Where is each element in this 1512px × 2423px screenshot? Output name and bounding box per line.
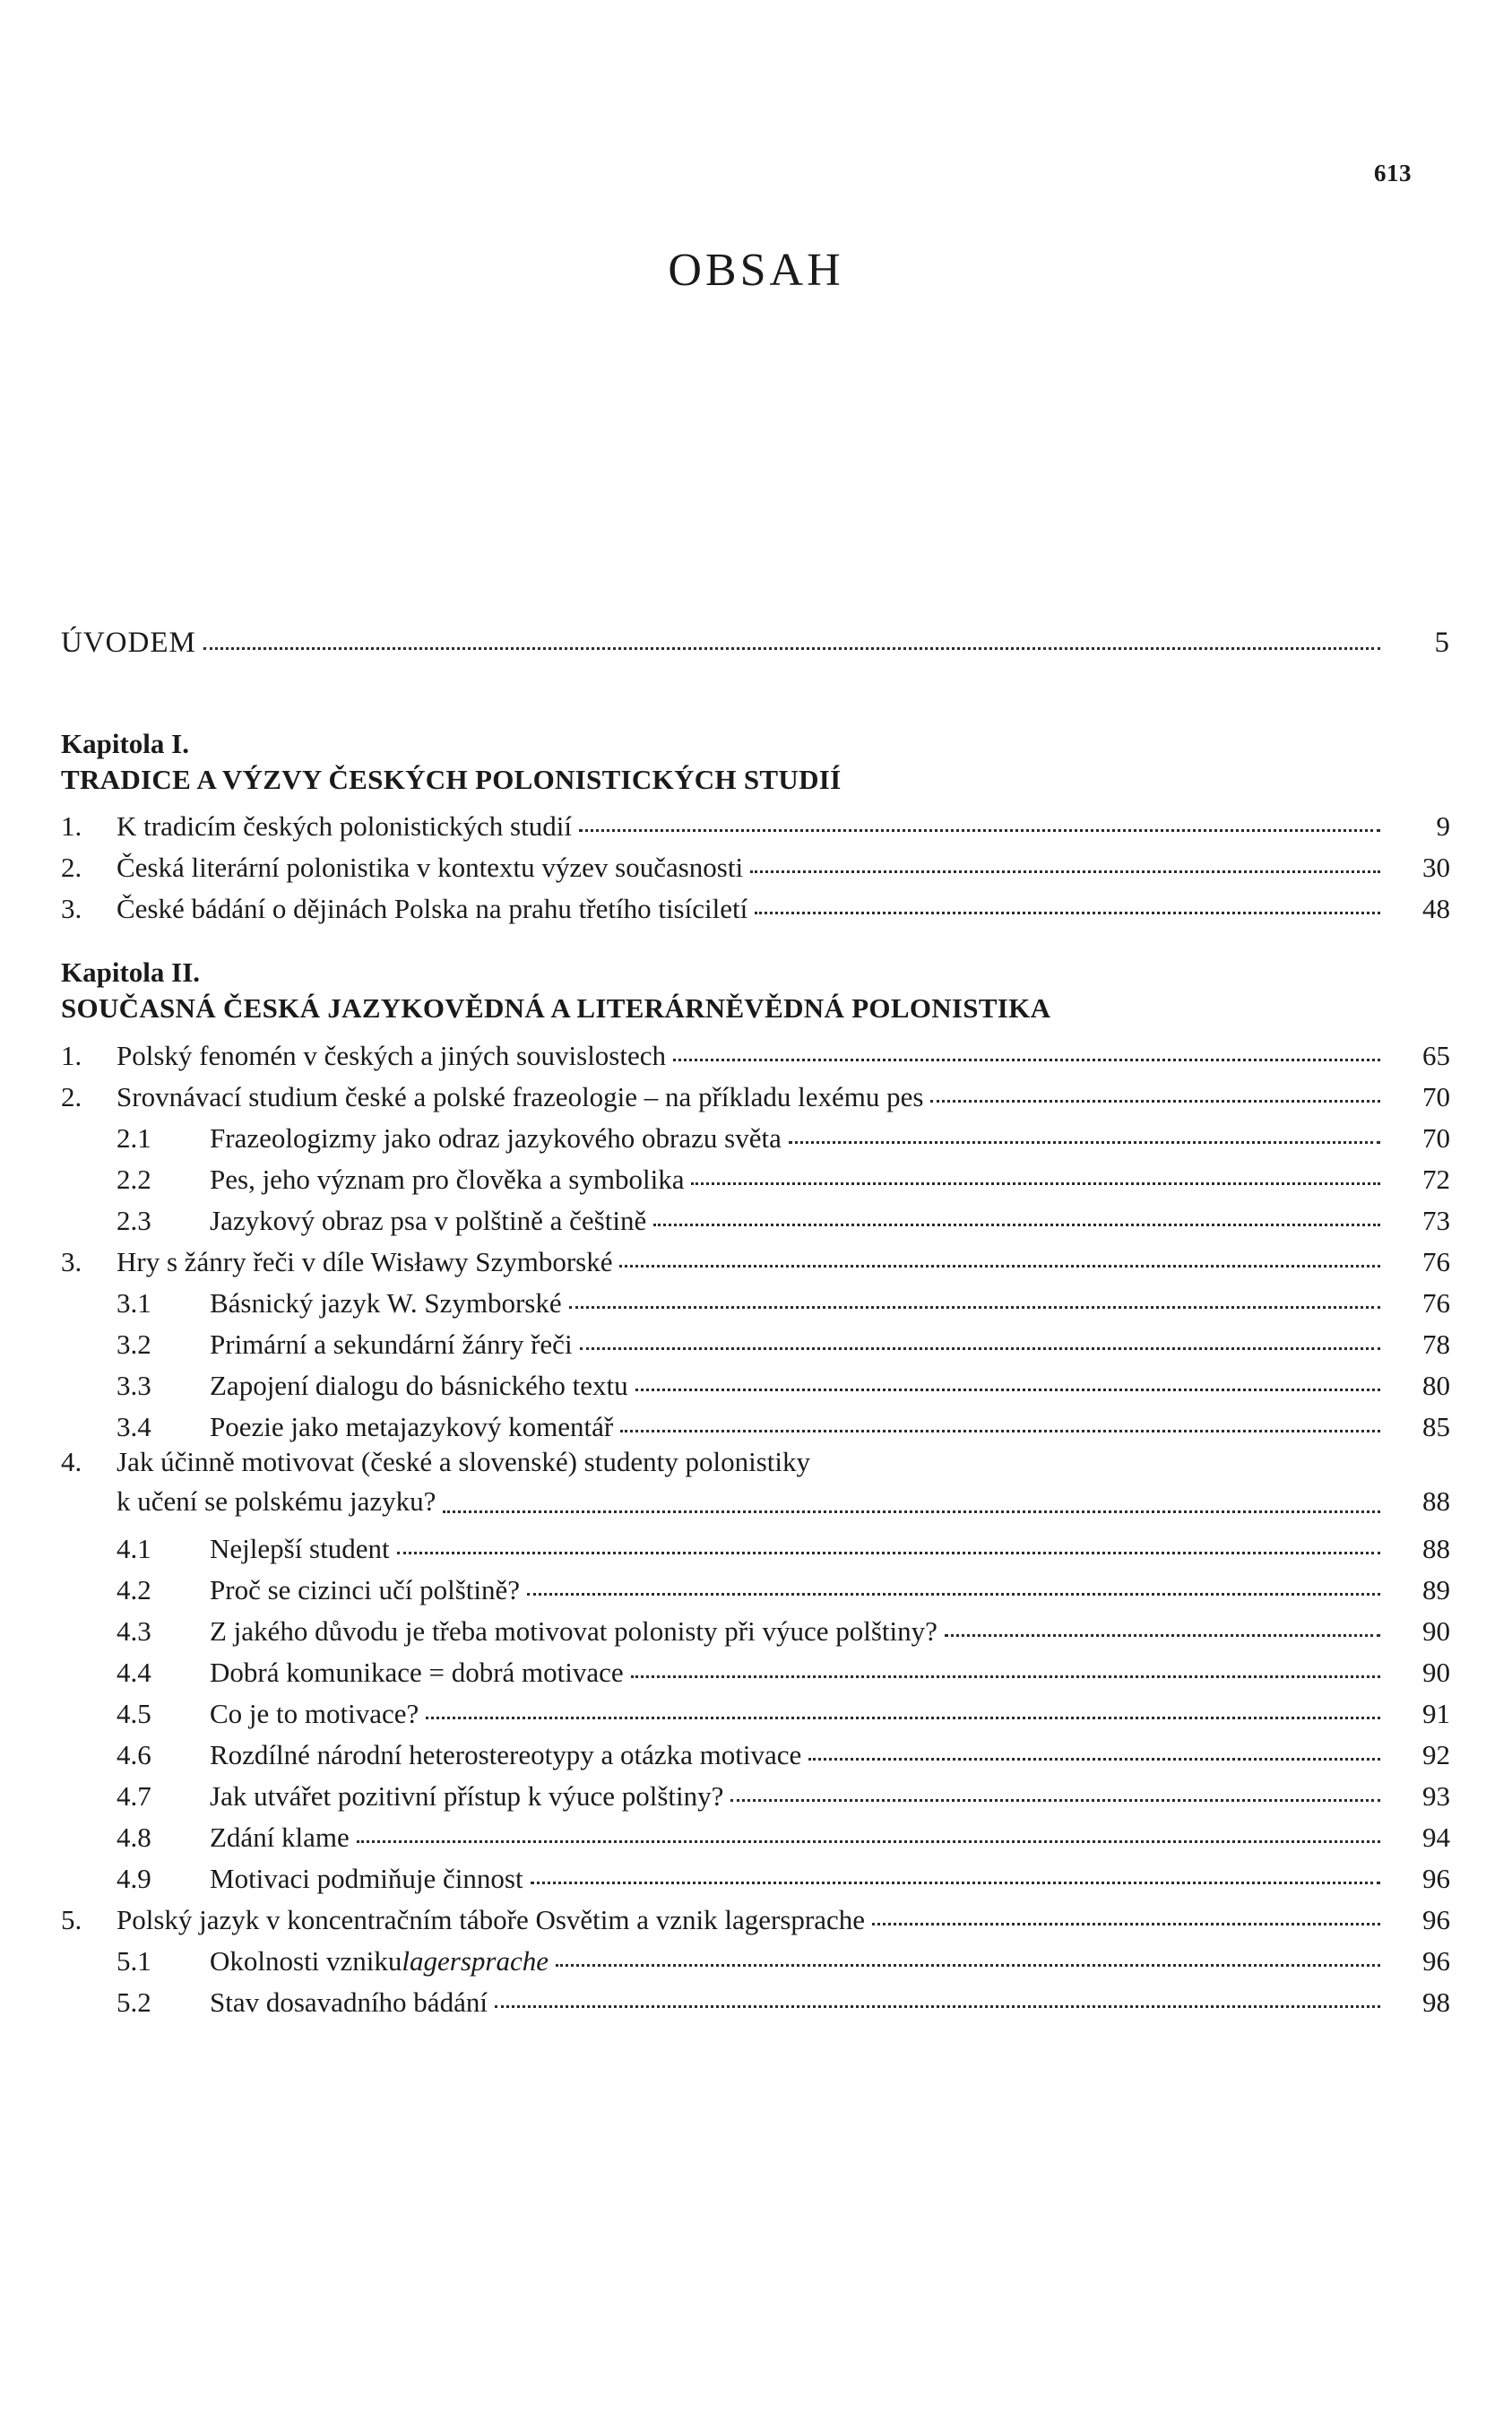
toc-entry-page: 5 xyxy=(1434,627,1450,659)
toc-entry xyxy=(61,842,1450,884)
toc-entry-label: Zdání klame xyxy=(210,1821,350,1853)
toc-entry xyxy=(61,1935,1450,1975)
toc-entry-number: 4.4 xyxy=(117,1656,151,1688)
toc-entry xyxy=(61,1894,1450,1934)
toc-entry-page: 65 xyxy=(1422,1039,1450,1071)
toc-entry-page: 70 xyxy=(1422,1080,1450,1112)
toc-entry-number: 4.2 xyxy=(117,1573,151,1605)
toc-entry xyxy=(61,1154,1450,1193)
toc-entry-number: 4.1 xyxy=(117,1532,151,1564)
toc-entry-number: 1. xyxy=(61,810,82,843)
page-number: 613 xyxy=(1374,160,1412,186)
toc-entry xyxy=(61,1030,1450,1069)
toc-entry xyxy=(61,1277,1450,1317)
chapter-label: Kapitola I. xyxy=(61,728,189,759)
toc-entry-label: ÚVODEM xyxy=(61,627,196,659)
dot-leader xyxy=(755,911,1380,914)
toc-entry-label: Rozdílné národní heterostereotypy a otázka motivace xyxy=(210,1738,802,1770)
spacer xyxy=(61,660,1450,694)
toc-entry-label: Polský fenomén v českých a jiných souvislostech xyxy=(117,1039,667,1071)
toc-entry-number: 2. xyxy=(61,852,82,884)
toc-entry-number: 2.1 xyxy=(117,1121,151,1154)
chapter-heading-2 xyxy=(61,955,1450,1025)
toc-entry-label: Okolnosti vzniku xyxy=(210,1944,402,1977)
dot-leader xyxy=(635,1388,1380,1391)
dot-leader xyxy=(619,1264,1380,1268)
toc-entry-page: 92 xyxy=(1422,1738,1450,1770)
toc-entry xyxy=(61,1812,1450,1851)
toc-entry-number: 4.8 xyxy=(117,1821,151,1853)
dot-leader xyxy=(397,1551,1380,1554)
toc-entry-label: K tradicím českých polonistických studií xyxy=(117,810,572,843)
chapter-label: Kapitola II. xyxy=(61,956,201,989)
toc-entry-label: Primární a sekundární žánry řeči xyxy=(210,1328,573,1360)
toc-entry xyxy=(61,1564,1450,1604)
toc-entry-label: Frazeologizmy jako odraz jazykového obrazu světa xyxy=(210,1121,782,1154)
toc-entry-number: 4. xyxy=(61,1445,82,1477)
toc-entry-line-2 xyxy=(61,1482,1450,1521)
toc-entry-number: 4.5 xyxy=(117,1697,151,1729)
toc-entry-page: 76 xyxy=(1422,1245,1450,1277)
toc-entry-number: 3.1 xyxy=(117,1286,151,1319)
toc-entry xyxy=(61,1360,1450,1399)
toc-entry xyxy=(61,1195,1450,1234)
toc-entry-number: 4.3 xyxy=(117,1614,151,1647)
toc-entry-label: Co je to motivace? xyxy=(210,1697,419,1729)
toc-entry xyxy=(61,1523,1450,1562)
dot-leader xyxy=(357,1839,1380,1843)
toc-entry-page: 91 xyxy=(1422,1697,1450,1729)
toc-entry-number: 4.9 xyxy=(117,1862,151,1894)
toc-entry-page: 93 xyxy=(1422,1779,1450,1812)
dot-leader xyxy=(443,1510,1380,1513)
toc-entry-page: 70 xyxy=(1422,1121,1450,1154)
toc-entry-label-italic: lagersprache xyxy=(402,1944,549,1977)
toc-entry-number: 2.2 xyxy=(117,1163,151,1195)
toc-entry xyxy=(61,1729,1450,1769)
toc-entry-label: Zapojení dialogu do básnického textu xyxy=(210,1369,628,1401)
dot-leader xyxy=(556,1963,1380,1967)
dot-leader xyxy=(945,1633,1380,1637)
toc-entry-number: 3. xyxy=(61,1245,82,1277)
toc-entry-number: 3. xyxy=(61,893,82,925)
toc-entry-page: 72 xyxy=(1422,1163,1450,1195)
toc-entry-page: 88 xyxy=(1422,1484,1450,1517)
toc-entry-page: 96 xyxy=(1422,1944,1450,1977)
chapter-heading-1 xyxy=(61,726,1450,797)
toc-entry-wrapped xyxy=(61,1442,1450,1521)
dot-leader xyxy=(631,1674,1380,1678)
toc-entry-page: 80 xyxy=(1422,1369,1450,1401)
dot-leader xyxy=(653,1223,1380,1226)
toc-entry-page: 48 xyxy=(1422,893,1450,925)
toc-entry xyxy=(61,1236,1450,1276)
dot-leader xyxy=(930,1099,1380,1103)
toc-entry-label: Česká literární polonistika v kontextu výzev současnosti xyxy=(117,852,744,884)
toc-entry xyxy=(61,1112,1450,1152)
dot-leader xyxy=(808,1757,1380,1761)
toc-entry xyxy=(61,800,1450,843)
toc-entry xyxy=(61,1688,1450,1727)
toc-entry-label: Hry s žánry řeči v díle Wisławy Szymborské xyxy=(117,1245,613,1277)
toc-entry-page: 88 xyxy=(1422,1532,1450,1564)
dot-leader xyxy=(750,870,1380,873)
dot-leader xyxy=(531,1881,1380,1884)
toc-entry xyxy=(61,1401,1450,1441)
toc-entry-label: Jak účinně motivovat (české a slovenské) studenty polonistiky xyxy=(117,1445,810,1477)
toc-entry xyxy=(61,883,1450,925)
dot-leader xyxy=(527,1592,1380,1596)
dot-leader xyxy=(620,1429,1380,1432)
toc-entry-page: 9 xyxy=(1436,810,1450,843)
toc-entry-page: 30 xyxy=(1422,852,1450,884)
toc-entry-line-1 xyxy=(61,1442,1450,1482)
toc-entry-label: Jazykový obraz psa v polštině a češtině xyxy=(210,1204,647,1236)
toc-entry-label: Poezie jako metajazykový komentář xyxy=(210,1410,614,1442)
toc-entry-label: Nejlepší student xyxy=(210,1532,390,1564)
dot-leader xyxy=(426,1716,1380,1719)
toc-entry-page: 98 xyxy=(1422,1986,1450,2018)
dot-leader xyxy=(673,1058,1380,1061)
toc-entry-number: 5.1 xyxy=(117,1944,151,1977)
toc-entry-label: Motivaci podmiňuje činnost xyxy=(210,1862,523,1894)
toc-entry-label: Srovnávací studium české a polské frazeologie – na příkladu lexému pes xyxy=(117,1080,924,1112)
toc-entry-number: 1. xyxy=(61,1039,82,1071)
toc-entry-page: 78 xyxy=(1422,1328,1450,1360)
toc-entry-label: Dobrá komunikace = dobrá motivace xyxy=(210,1656,624,1688)
toc-entry-number: 2. xyxy=(61,1080,82,1112)
toc-entry-label: Jak utvářet pozitivní přístup k výuce polštiny? xyxy=(210,1779,724,1812)
toc-entry-page: 89 xyxy=(1422,1573,1450,1605)
toc-entry xyxy=(61,1605,1450,1645)
toc-entry-label: Z jakého důvodu je třeba motivovat polonisty při výuce polštiny? xyxy=(210,1614,937,1647)
toc-entry-number: 4.7 xyxy=(117,1779,151,1812)
page-title: OBSAH xyxy=(668,245,844,296)
toc-entry-label: Stav dosavadního bádání xyxy=(210,1986,488,2018)
chapter-title: SOUČASNÁ ČESKÁ JAZYKOVĚDNÁ A LITERÁRNĚVĚDNÁ POLONISTIKA xyxy=(61,992,1051,1025)
toc-entry-number: 2.3 xyxy=(117,1204,151,1236)
toc-entry xyxy=(61,1853,1450,1892)
dot-leader xyxy=(730,1798,1380,1802)
dot-leader xyxy=(579,828,1380,832)
toc-entry-page: 90 xyxy=(1422,1656,1450,1688)
toc-entry-number: 5.2 xyxy=(117,1986,151,2018)
toc-entry-page: 94 xyxy=(1422,1821,1450,1853)
toc-entry-label-cont: k učení se polskému jazyku? xyxy=(117,1484,436,1517)
toc-entry-page: 76 xyxy=(1422,1286,1450,1319)
toc-entry-number: 3.2 xyxy=(117,1328,151,1360)
toc-entry xyxy=(61,1977,1450,2016)
toc-entry-number: 4.6 xyxy=(117,1738,151,1770)
dot-leader xyxy=(580,1346,1380,1350)
dot-leader xyxy=(569,1305,1380,1309)
toc-entry-page: 90 xyxy=(1422,1614,1450,1647)
toc-entry-page: 96 xyxy=(1422,1903,1450,1935)
toc-entry xyxy=(61,1319,1450,1358)
dot-leader xyxy=(789,1140,1380,1144)
toc-entry xyxy=(61,1647,1450,1686)
toc-entry-label: Polský jazyk v koncentračním táboře Osvětim a vznik lagersprache xyxy=(117,1903,866,1935)
toc-entry-number: 3.3 xyxy=(117,1369,151,1401)
toc-entry-label: Proč se cizinci učí polštině? xyxy=(210,1573,521,1605)
dot-leader xyxy=(203,646,1380,650)
toc-entry-label: Básnický jazyk W. Szymborské xyxy=(210,1286,562,1319)
toc-entry-number: 5. xyxy=(61,1903,82,1935)
toc-entry-page: 73 xyxy=(1422,1204,1450,1236)
toc-entry-intro xyxy=(61,619,1450,658)
toc-entry xyxy=(61,1071,1450,1111)
toc-entry xyxy=(61,1770,1450,1810)
table-of-contents xyxy=(61,619,1450,2018)
toc-entry-label: Pes, jeho význam pro člověka a symbolika xyxy=(210,1163,685,1195)
dot-leader xyxy=(872,1922,1380,1925)
toc-entry-number: 3.4 xyxy=(117,1410,151,1442)
toc-entry-label: České bádání o dějinách Polska na prahu třetího tisíciletí xyxy=(117,893,748,925)
chapter-title: TRADICE A VÝZVY ČESKÝCH POLONISTICKÝCH STUDIÍ xyxy=(61,763,842,795)
dot-leader xyxy=(691,1181,1380,1185)
dot-leader xyxy=(495,2004,1380,2008)
toc-entry-page: 85 xyxy=(1422,1410,1450,1442)
toc-entry-page: 96 xyxy=(1422,1862,1450,1894)
